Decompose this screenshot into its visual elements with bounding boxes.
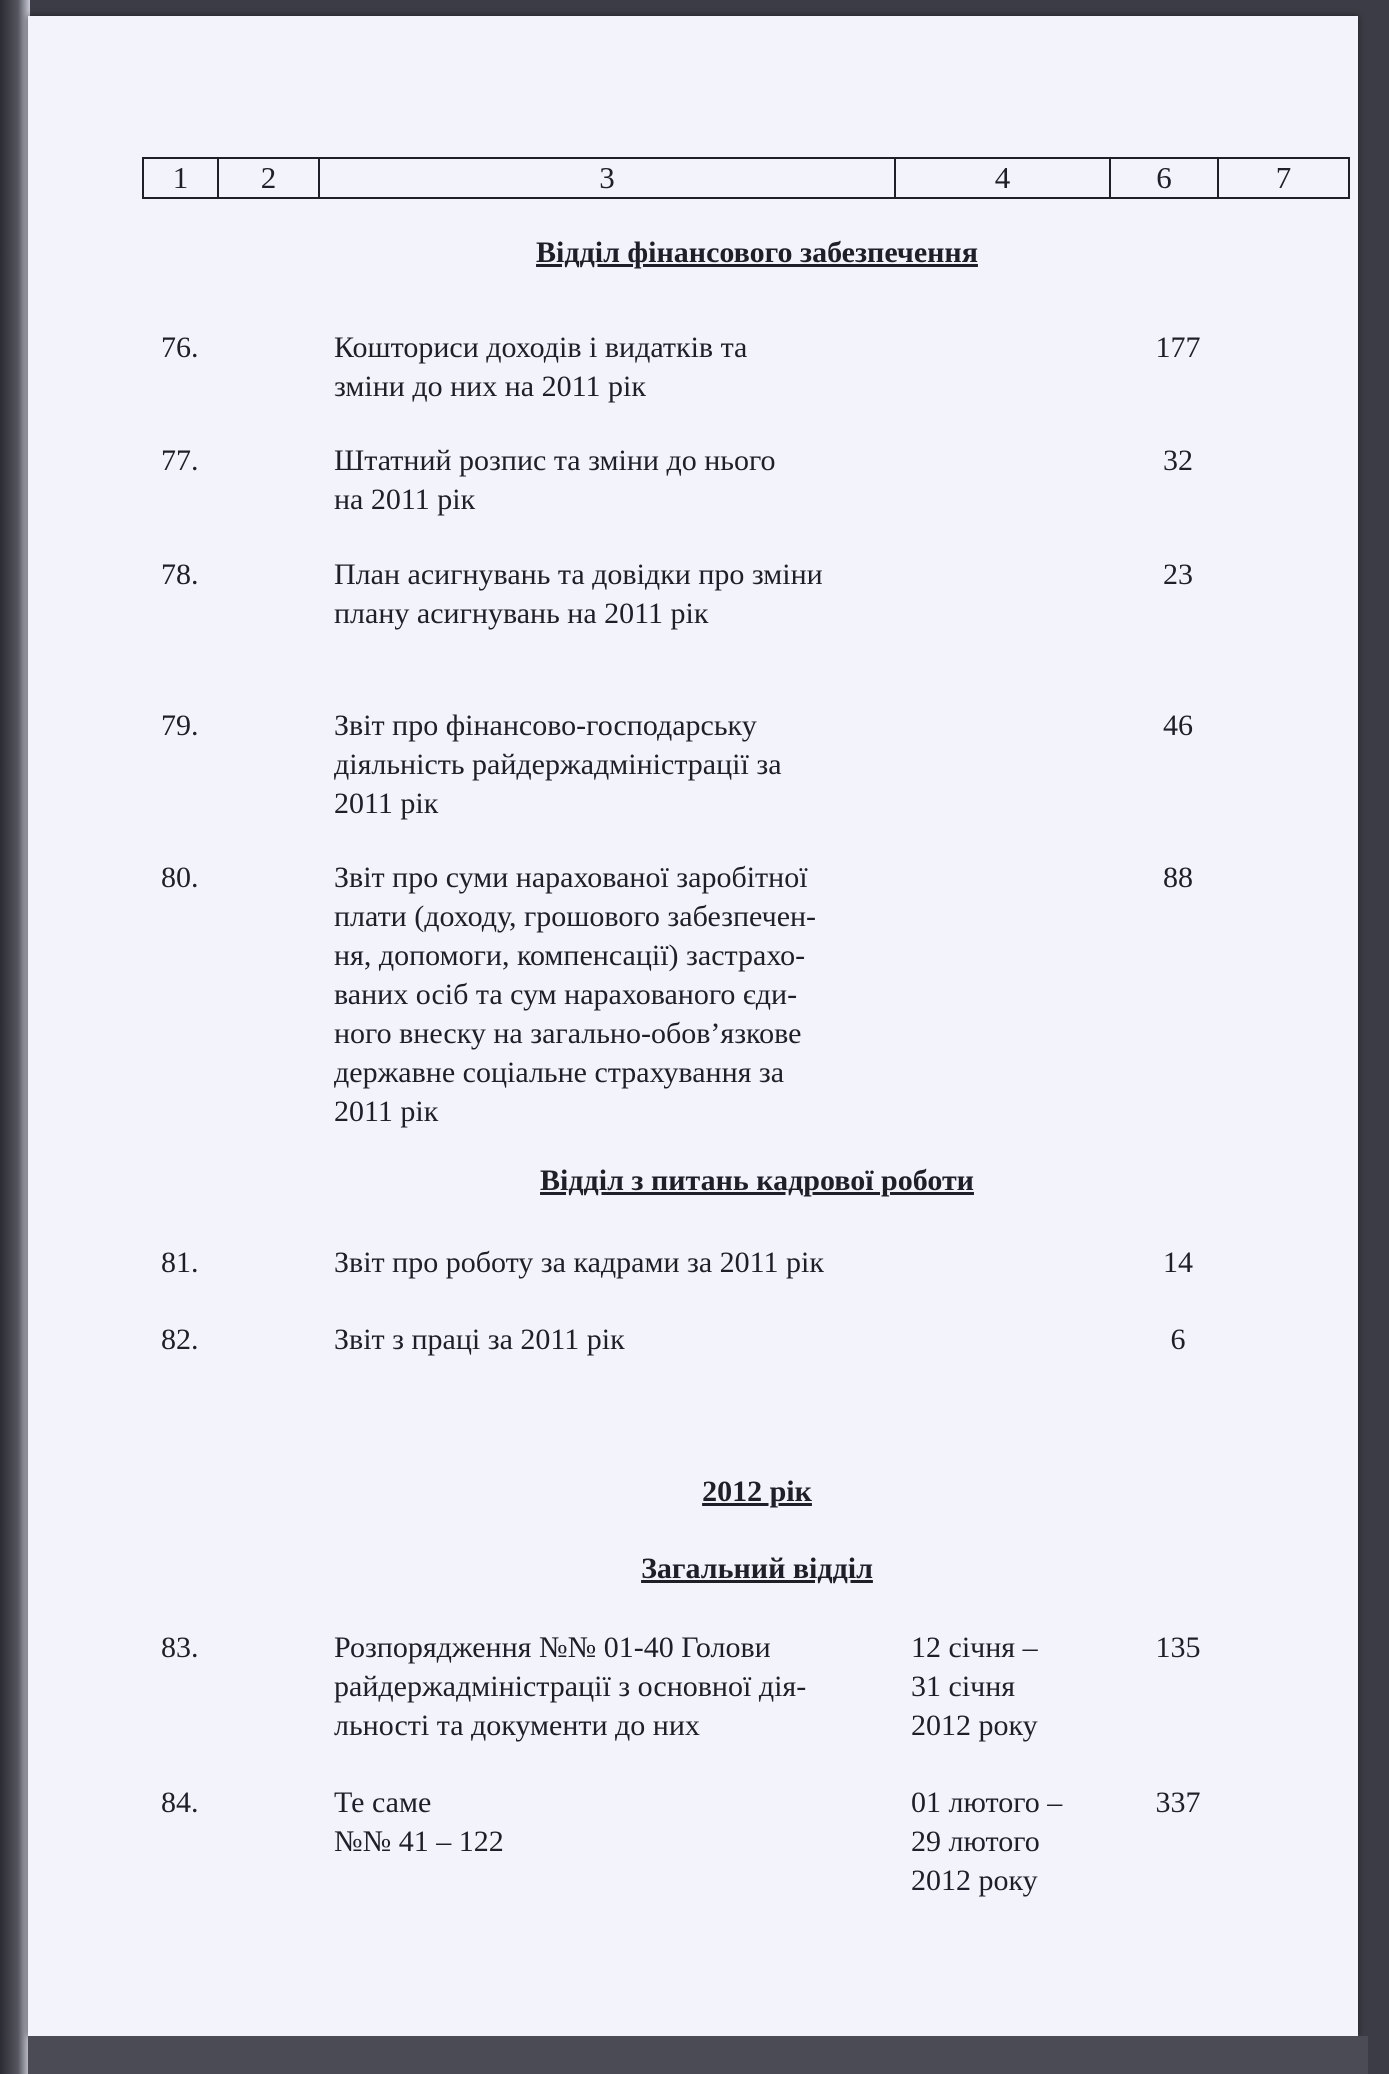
row-sheets: 88 [1163,861,1193,894]
document-page [28,16,1358,2036]
row-sheets: 177 [1155,331,1201,364]
col-header-2: 2 [218,158,319,198]
row-title: Звіт з праці за 2011 рік [334,1323,625,1356]
section-title-general: Загальний відділ [641,1552,873,1585]
binding-spine [0,0,30,2074]
row-number: 76. [161,331,199,364]
row-title: Звіт про фінансово-господарську діяльність райдержадміністрації за 2011 рік [334,709,782,820]
col-header-3: 3 [319,158,895,198]
desk-background [28,2036,1368,2074]
column-header-table [142,157,1350,199]
section-title-year: 2012 рік [702,1475,812,1508]
row-title: Звіт про суми нарахованої заробітної плати (доходу, грошового забезпечен- ня, допомоги, компенсації) застрахо- ваних осіб та сум нарахованого єди- ного внеску на загально-обов’язкове державне соціальне страхування за 2011 рік [334,861,817,1128]
row-sheets: 135 [1155,1631,1201,1664]
row-dates: 01 лютого – 29 лютого 2012 року [911,1786,1063,1897]
row-number: 82. [161,1323,199,1356]
row-number: 84. [161,1786,199,1819]
row-number: 80. [161,861,199,894]
row-number: 78. [161,558,199,591]
col-header-6: 6 [1110,158,1218,198]
section-title-hr: Відділ з питань кадрової роботи [540,1164,974,1197]
row-sheets: 23 [1163,558,1193,591]
col-header-7: 7 [1218,158,1349,198]
row-title: Звіт про роботу за кадрами за 2011 рік [334,1246,824,1279]
row-title: Те саме №№ 41 – 122 [334,1786,504,1858]
row-sheets: 337 [1155,1786,1201,1819]
row-sheets: 32 [1163,444,1193,477]
section-title-finance: Відділ фінансового забезпечення [536,236,978,269]
col-header-1: 1 [143,158,218,198]
row-sheets: 14 [1163,1246,1193,1279]
row-sheets: 6 [1170,1323,1186,1356]
row-number: 79. [161,709,199,742]
row-number: 83. [161,1631,199,1664]
row-title: Кошториси доходів і видатків та зміни до них на 2011 рік [334,331,748,403]
row-title: План асигнувань та довідки про зміни плану асигнувань на 2011 рік [334,558,823,630]
row-sheets: 46 [1163,709,1193,742]
row-number: 81. [161,1246,199,1279]
row-dates: 12 січня – 31 січня 2012 року [911,1631,1038,1742]
row-title: Розпорядження №№ 01-40 Голови райдержадміністрації з основної дія- льності та документи до них [334,1631,807,1742]
row-title: Штатний розпис та зміни до нього на 2011 рік [334,444,776,516]
row-number: 77. [161,444,199,477]
col-header-4: 4 [895,158,1110,198]
